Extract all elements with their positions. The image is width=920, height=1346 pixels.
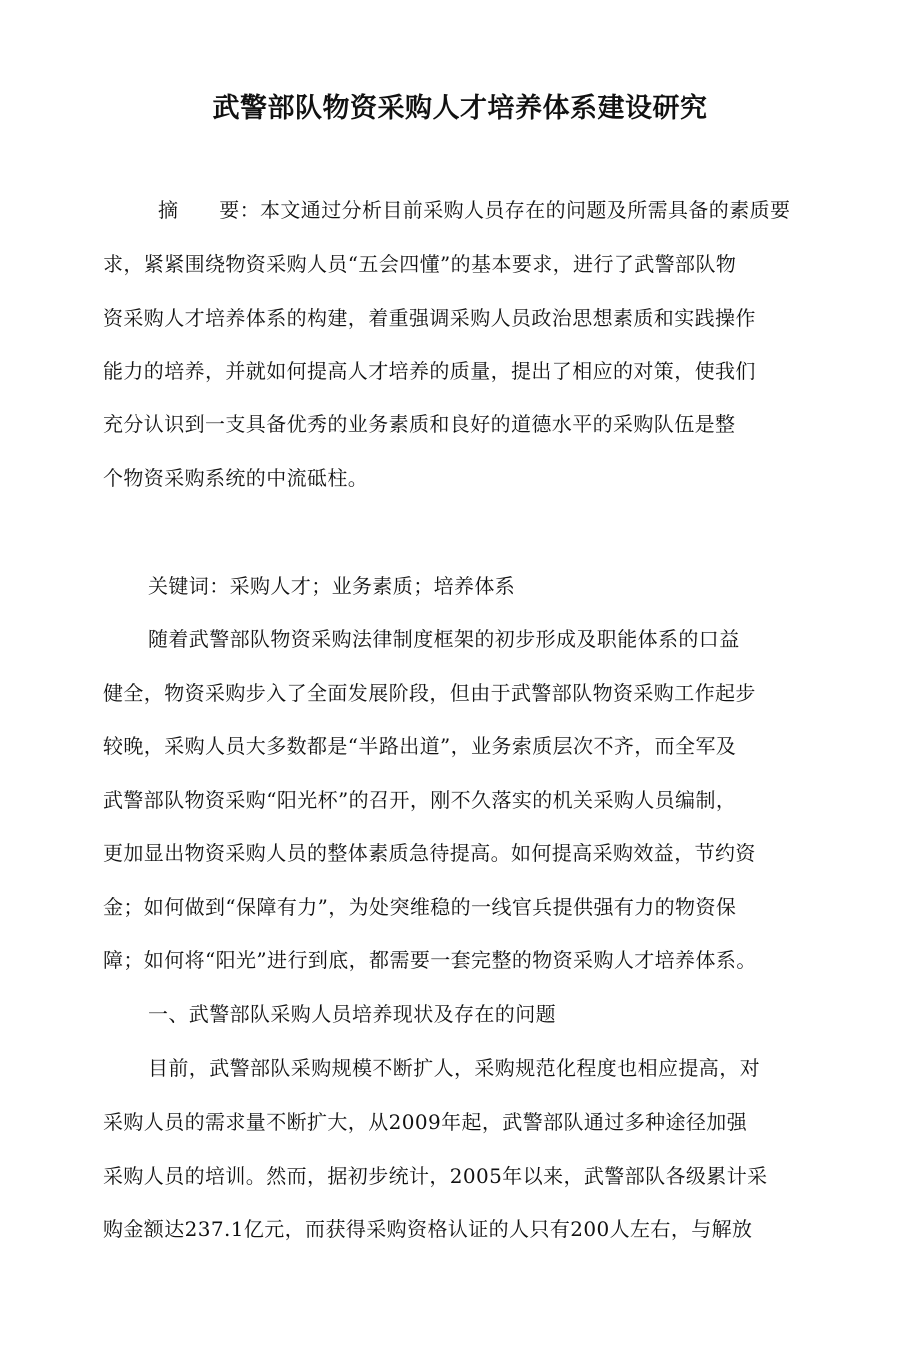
- intro-line: 更加显出物资采购人员的整体素质急待提高。如何提高采购效益，节约资: [103, 841, 756, 865]
- abstract-line: 充分认识到一支具备优秀的业务素质和良好的道德水平的采购队伍是整: [103, 412, 736, 436]
- intro-line: 金；如何做到“保障有力”，为处突维稳的一线官兵提供强有力的物资保: [103, 895, 737, 919]
- abstract-line: 个物资采购系统的中流砥柱。: [103, 466, 369, 490]
- intro-line: 随着武警部队物资采购法律制度框架的初步形成及职能体系的口益: [148, 627, 740, 651]
- abstract-line: 求，紧紧围绕物资采购人员“五会四懂”的基本要求，进行了武警部队物: [103, 252, 737, 276]
- section-line: 目前，武警部队采购规模不断扩人，采购规范化程度也相应提高，对: [148, 1056, 760, 1080]
- section-line: 采购人员的培训。然而，据初步统计，2005年以来，武警部队各级累计采: [103, 1164, 768, 1188]
- section-line: 购金额达237.1亿元，而获得采购资格认证的人只有200人左右，与解放: [103, 1217, 753, 1241]
- abstract-line: 能力的培养，并就如何提高人才培养的质量，提出了相应的对策，使我们: [103, 359, 756, 383]
- document-title: 武警部队物资采购人才培养体系建设研究: [212, 93, 708, 124]
- abstract-line: 摘 要：本文通过分析目前采购人员存在的问题及所需具备的素质要: [158, 198, 791, 222]
- abstract-line: 资采购人才培养体系的构建，着重强调采购人员政治思想素质和实践操作: [103, 306, 756, 330]
- intro-line: 健全，物资采购步入了全面发展阶段，但由于武警部队物资采购工作起步: [103, 681, 756, 705]
- intro-line: 武警部队物资采购“阳光杯”的召开，刚不久落实的机关采购人员编制，: [103, 788, 737, 812]
- intro-line: 障；如何将“阳光”进行到底，都需要一套完整的物资采购人才培养体系。: [103, 948, 757, 972]
- intro-line: 较晚，采购人员大多数都是“半路出道”，业务索质层次不齐，而全军及: [103, 734, 737, 758]
- section-line: 采购人员的需求量不断扩大，从2009年起，武警部队通过多种途径加强: [103, 1110, 748, 1134]
- section-heading: 一、武警部队采购人员培养现状及存在的问题: [148, 1002, 556, 1026]
- keywords-line: 关键词：采购人才；业务素质；培养体系: [148, 574, 516, 598]
